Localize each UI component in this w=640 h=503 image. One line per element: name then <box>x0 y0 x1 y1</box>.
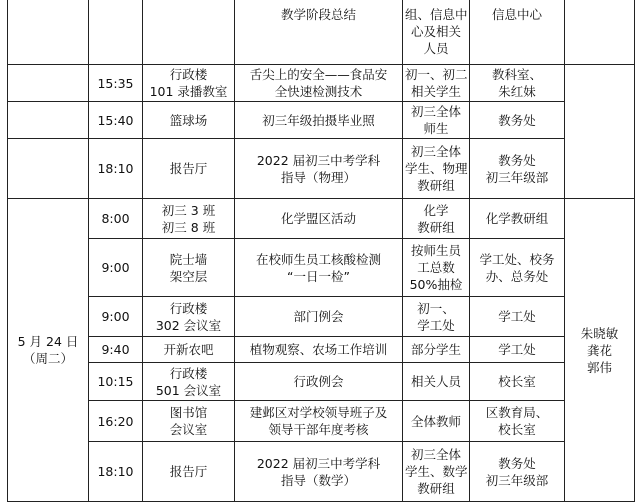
content-cell: 部门例会 <box>235 297 403 337</box>
table-row <box>8 363 635 401</box>
organizer-cell: 校长室 <box>470 363 565 401</box>
participants-cell: 初三全体 学生、物理 教研组 <box>403 139 470 199</box>
organizer-cell: 学工处 <box>470 337 565 363</box>
date-cell <box>8 0 89 65</box>
organizer-cell: 教科室、 朱红妹 <box>470 65 565 102</box>
leader-cell <box>565 0 635 65</box>
content-cell: 初三年级拍摄毕业照 <box>235 102 403 139</box>
participants-cell: 相关人员 <box>403 363 470 401</box>
table-row <box>8 401 635 442</box>
table-row <box>8 199 635 239</box>
participants-cell: 初一、初二 相关学生 <box>403 65 470 102</box>
organizer-cell: 区教育局、 校长室 <box>470 401 565 442</box>
time-cell: 9:00 <box>89 297 143 337</box>
content-cell: 化学盟区活动 <box>235 199 403 239</box>
time-cell: 15:35 <box>89 65 143 102</box>
content-cell: 2022 届初三中考学科 指导（数学） <box>235 442 403 502</box>
place-cell: 初三 3 班 初三 8 班 <box>143 199 235 239</box>
leader-cell <box>565 65 635 199</box>
time-cell: 18:10 <box>89 139 143 199</box>
participants-cell: 初三全体 师生 <box>403 102 470 139</box>
organizer-cell: 教务处 初三年级部 <box>470 139 565 199</box>
time-cell: 8:00 <box>89 199 143 239</box>
table-row <box>8 239 635 297</box>
table-row <box>8 0 635 65</box>
organizer-cell: 学工处 <box>470 297 565 337</box>
content-cell: 舌尖上的安全——食品安 全快速检测技术 <box>235 65 403 102</box>
place-cell: 行政楼 501 会议室 <box>143 363 235 401</box>
table-row <box>8 442 635 502</box>
organizer-cell: 学工处、校务 办、总务处 <box>470 239 565 297</box>
date-cell <box>8 102 89 139</box>
participants-cell: 初一、 学工处 <box>403 297 470 337</box>
content-cell: 行政例会 <box>235 363 403 401</box>
table-row <box>8 139 635 199</box>
organizer-cell: 化学教研组 <box>470 199 565 239</box>
participants-cell: 按师生员 工总数 50%抽检 <box>403 239 470 297</box>
place-cell: 篮球场 <box>143 102 235 139</box>
content-cell: 教学阶段总结 <box>235 0 403 65</box>
time-cell: 18:10 <box>89 442 143 502</box>
content-cell: 植物观察、农场工作培训 <box>235 337 403 363</box>
content-cell: 建邺区对学校领导班子及 领导干部年度考核 <box>235 401 403 442</box>
table-row <box>8 337 635 363</box>
place-cell: 图书馆 会议室 <box>143 401 235 442</box>
organizer-cell: 信息中心 <box>470 0 565 65</box>
date-cell <box>8 139 89 199</box>
place-cell: 行政楼 101 录播教室 <box>143 65 235 102</box>
place-cell <box>143 0 235 65</box>
organizer-cell: 教务处 初三年级部 <box>470 442 565 502</box>
place-cell: 行政楼 302 会议室 <box>143 297 235 337</box>
table-row <box>8 102 635 139</box>
place-cell: 报告厅 <box>143 139 235 199</box>
organizer-cell: 教务处 <box>470 102 565 139</box>
time-cell: 9:40 <box>89 337 143 363</box>
date-cell <box>8 65 89 102</box>
participants-cell: 全体教师 <box>403 401 470 442</box>
place-cell: 开新农吧 <box>143 337 235 363</box>
time-cell: 9:00 <box>89 239 143 297</box>
participants-cell: 初三全体 学生、数学 教研组 <box>403 442 470 502</box>
table-row <box>8 65 635 102</box>
schedule-table <box>7 0 635 502</box>
time-cell <box>89 0 143 65</box>
content-cell: 2022 届初三中考学科 指导（物理） <box>235 139 403 199</box>
content-cell: 在校师生员工核酸检测 “一日一检” <box>235 239 403 297</box>
participants-cell: 化学 教研组 <box>403 199 470 239</box>
time-cell: 15:40 <box>89 102 143 139</box>
time-cell: 10:15 <box>89 363 143 401</box>
participants-cell: 部分学生 <box>403 337 470 363</box>
participants-cell: 组、信息中 心及相关 人员 <box>403 0 470 65</box>
date-cell: 5 月 24 日 （周二） <box>8 199 89 502</box>
leader-cell: 朱晓敏 龚花 郭伟 <box>565 199 635 502</box>
table-row <box>8 297 635 337</box>
time-cell: 16:20 <box>89 401 143 442</box>
place-cell: 报告厅 <box>143 442 235 502</box>
place-cell: 院士墙 架空层 <box>143 239 235 297</box>
